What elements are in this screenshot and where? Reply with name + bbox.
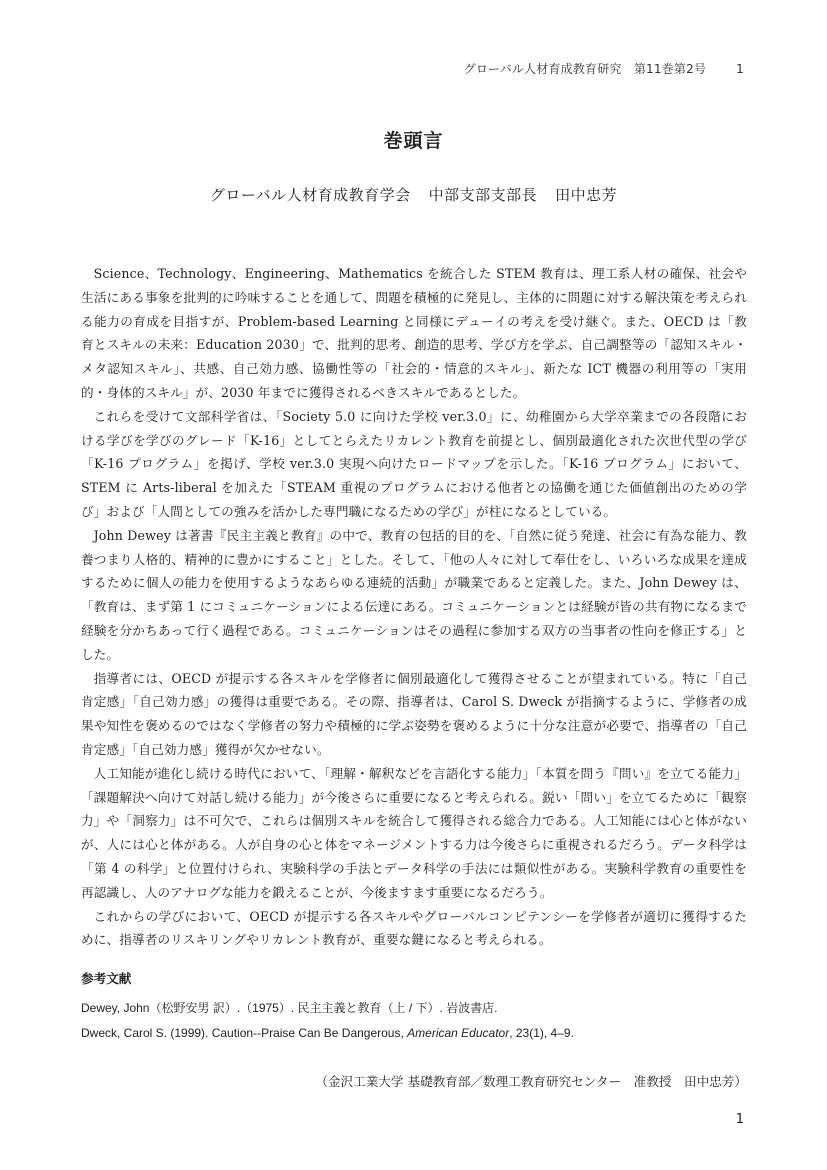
journal-name: グローバル人材育成教育研究 第11巻第2号 [463,62,707,76]
header-page-number: 1 [736,62,744,76]
reference-text: Dweck, Carol S. (1999). Caution--Praise Can Be Dangerous, [81,1026,408,1040]
author-society: グローバル人材育成教育学会 [209,186,411,204]
paragraph: John Dewey は著書『民主主義と教育』の中で、教育の包括的目的を、「自然に従う発達、社会に有為な能力、教養つまり人格的、精神的に豊かにすること」とした。そして、「他の人々に対して奉仕をし、いろいろな成果を達成するために個人の能力を使用するようなあらゆる連続的活動」が職業であると定義した。また、John Dewey は、「教育は、まず第 1 にコミュニケーションによる伝達にある。コミュニケーションとは経験が皆の共有物になるまで経験を分かちあって行く過程である。コミュニケーションはその過程に参加する双方の当事者の性向を修正する」とした。 [81,527,747,662]
reference-journal: American Educator [407,1026,510,1040]
page-title: 巻頭言 [383,130,444,152]
paragraph: これからの学びにおいて、OECD が提示する各スキルやグローバルコンピテンシーを学修者が適切に獲得するために、指導者のリスキリングやリカレント教育が、重要な鍵になると考えられる。 [81,908,747,948]
reference-item: Dewey, John（松野安男 訳）.（1975）. 民主主義と教育（上 / 下）. 岩波書店. [81,1001,498,1015]
paragraph: これらを受けて文部科学省は、「Society 5.0 に向けた学校 ver.3.0」に、幼稚園から大学卒業までの各段階における学びを学びのグレード「K-16」としてとらえたリカレント教育を前提とし、個別最適化された次世代型の学び「K-16 プログラム」を掲げ、学校 ver.3.0 実現へ向けたロードマップを示した。「K-16 プログラム」において、STEM に Arts-liberal を加えた「STEAM 重視のプログラムにおける他者との協働を通じた価値創出のための学び」および「人間としての強みを活かした専門職になるための学び」が柱になるとしている。 [81,408,747,519]
running-header [464,60,744,77]
references-list [81,996,761,1046]
footer-page-number: 1 [735,1112,744,1127]
references-heading: 参考文献 [81,971,132,986]
paragraph: 人工知能が進化し続ける時代において、「理解・解釈などを言語化する能力」「本質を問う『問い』を立てる能力」「課題解決へ向けて対話し続ける能力」が今後さらに重要になると考えられる。鋭い「問い」を立てるために「観察力」や「洞察力」は不可欠で、これらは個別スキルを統合して獲得される総合力である。人工知能には心と体がないが、人には心と体がある。人が自身の心と体をマネージメントする力は今後さらに重視されるだろう。データ科学は「第 4 の科学」と位置付けられ、実験科学の手法とデータ科学の手法には類似性がある。実験科学教育の重要性を再認識し、人のアナログな能力を鍛えることが、今後ますます重要になるだろう。 [81,765,747,900]
author-position: 中部支部支部長 [428,186,538,204]
author-affiliation: （金沢工業大学 基礎教育部／数理工教育研究センター 准教授 田中忠芳） [315,1074,747,1089]
paragraph: Science、Technology、Engineering、Mathematics を統合した STEM 教育は、理工系人材の確保、社会や生活にある事象を批判的に吟味することを通して、問題を積極的に発見し、主体的に問題に対する解決策を考えられる能力の育成を目指すが、Problem-based Learning と同様にデューイの考えを受け継ぐ。また、OECD は「教育とスキルの未来：Education 2030」で、批判的思考、創造的思考、学び方を学ぶ、自己調整等の「認知スキル・メタ認知スキル」、共感、自己効力感、協働性等の「社会的・情意的スキル」、新たな ICT 機器の利用等の「実用的・身体的スキル」が、2030 年までに獲得されるべきスキルであるとした。 [81,266,747,400]
author-line [0,184,827,205]
reference-item [81,1021,761,1046]
author-name: 田中忠芳 [555,186,618,204]
article-body [81,262,747,952]
paragraph: 指導者には、OECD が提示する各スキルを学修者に個別最適化して獲得させることが望まれている。特に「自己肯定感」「自己効力感」の獲得は重要である。その際、指導者は、Carol S. Dweck が指摘するように、学修者の成果や知性を褒めるのではなく学修者の努力や積極的に学ぶ姿勢を褒めるように十分な注意が必要で、指導者の「自己肯定感」「自己効力感」獲得が欠かせない。 [81,670,747,757]
reference-text: , 23(1), 4–9. [509,1026,574,1040]
